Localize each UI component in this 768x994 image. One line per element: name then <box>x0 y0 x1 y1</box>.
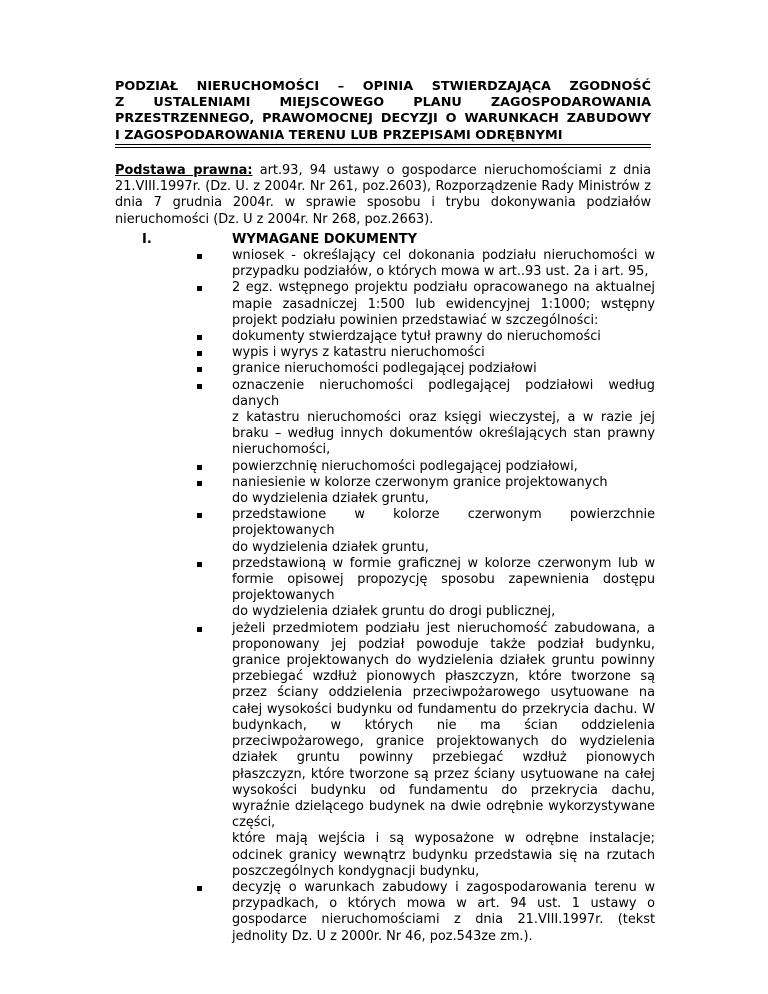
document-title <box>115 79 651 144</box>
list-item-text: 2 egz. wstępnego projektu podziału opracowanego na aktualnej mapie zasadniczej 1:500 lub ewidencyjnej 1:1000; wstępny projekt podziału powinien przedstawiać w szczególności: <box>232 280 655 328</box>
list-item <box>197 329 655 345</box>
list-item-continuation: do wydzielenia działek gruntu, <box>232 491 429 507</box>
title-double-rule <box>115 144 651 148</box>
square-bullet-icon <box>197 254 202 259</box>
square-bullet-icon <box>197 367 202 372</box>
list-item-text: naniesienie w kolorze czerwonym granice projektowanych <box>232 474 608 490</box>
square-bullet-icon <box>197 481 202 486</box>
square-bullet-icon <box>197 886 202 891</box>
list-item-text: dokumenty stwierdzające tytuł prawny do nieruchomości <box>232 329 601 345</box>
list-item-text: przedstawioną w formie graficznej w kolorze czerwonym lub w formie opisowej propozycję sposobu zapewnienia dostępu projektowanych <box>232 555 655 604</box>
square-bullet-icon <box>197 627 202 632</box>
list-item <box>197 880 655 945</box>
list-item-text: przedstawione w kolorze czerwonym powierzchnie projektowanych <box>232 507 655 539</box>
square-bullet-icon <box>197 351 202 356</box>
list-item <box>197 507 655 556</box>
list-item <box>197 248 655 280</box>
legal-basis-label: Podstawa prawna: <box>115 163 253 178</box>
list-item-continuation: do wydzielenia działek gruntu, <box>232 539 429 555</box>
list-item-continuation: z katastru nieruchomości oraz księgi wieczystej, a w razie jej braku – według innych dokumentów określających stan prawny nieruchomości, <box>232 410 655 458</box>
list-item-text: decyzję o warunkach zabudowy i zagospodarowania terenu w przypadkach, o których mowa w art. 94 ust. 1 ustawy o gospodarce nieruchomościami z dnia 21.VIII.1997r. (tekst jednolity Dz. U z 2000r. Nr 46, poz.543ze zm.). <box>232 879 655 944</box>
square-bullet-icon <box>197 562 202 567</box>
square-bullet-icon <box>197 286 202 291</box>
square-bullet-icon <box>197 465 202 470</box>
square-bullet-icon <box>197 335 202 340</box>
square-bullet-icon <box>197 513 202 518</box>
list-item <box>197 361 655 377</box>
list-item <box>197 556 655 621</box>
list-item <box>197 378 655 459</box>
title-line-1: PODZIAŁ NIERUCHOMOŚCI – OPINIA STWIERDZAJĄCA ZGODNOŚĆ <box>115 79 651 94</box>
section-number: I. <box>142 232 152 247</box>
legal-basis-text: art.93, 94 ustawy o gospodarce nieruchomościami z dnia 21.VIII.1997r. (Dz. U. z 2004r. Nr 261, poz.2603), Rozporządzenie Rady Ministrów z dnia 7 grudnia 2004r. w sprawie sposobu i trybu dokonywania podziałów nieruchomości (Dz. U z 2004r. Nr 268, poz.2663). <box>115 163 651 227</box>
section-heading: WYMAGANE DOKUMENTY <box>232 232 417 247</box>
title-line-4: I ZAGOSPODAROWANIA TERENU LUB PRZEPISAMI ODRĘBNYMI <box>115 127 563 143</box>
list-item <box>197 459 655 475</box>
list-item-continuation: które mają wejścia i są wyposażone w odrębne instalacje; odcinek granicy wewnątrz budynku przedstawia się na rzutach poszczególnych kondygnacji budynku, <box>232 831 655 879</box>
list-item-continuation: do wydzielenia działek gruntu do drogi publicznej, <box>232 604 556 620</box>
square-bullet-icon <box>197 384 202 389</box>
list-item-text: wniosek - określający cel dokonania podziału nieruchomości w przypadku podziałów, o których mowa w art..93 ust. 2a i art. 95, <box>232 248 655 280</box>
title-line-3: PRZESTRZENNEGO, PRAWOMOCNEJ DECYZJI O WARUNKACH ZABUDOWY <box>115 111 651 127</box>
list-item <box>197 280 655 329</box>
list-item-text: powierzchnię nieruchomości podlegającej podziałowi, <box>232 458 578 474</box>
list-item <box>197 621 655 880</box>
title-line-2: Z USTALENIAMI MIEJSCOWEGO PLANU ZAGOSPODAROWANIA <box>115 95 651 111</box>
list-item <box>197 475 655 507</box>
legal-basis-paragraph <box>115 163 651 228</box>
list-item <box>197 345 655 361</box>
list-item-text: wypis i wyrys z katastru nieruchomości <box>232 345 485 361</box>
list-item-text: granice nieruchomości podlegającej podziałowi <box>232 361 537 377</box>
list-item-text: oznaczenie nieruchomości podlegającej podziałowi według danych <box>232 377 655 409</box>
list-item-text: jeżeli przedmiotem podziału jest nieruchomość zabudowana, a proponowany jej podział powoduje także podział budynku, granice projektowanych do wydzielenia działek gruntu powinny przebiegać wzdłuż pionowych płaszczyzn, które tworzone są przez ściany oddzielenia przeciwpożarowego usytuowane na całej wysokości budynku od fundamentu do przekrycia dachu. W budynkach, w których nie ma ścian oddzielenia przeciwpożarowego, granice projektowanych do wydzielenia działek gruntu powinny przebiegać wzdłuż pionowych płaszczyzn, które tworzone są przez ściany usytuowane na całej wysokości budynku od fundamentu do przekrycia dachu, wyraźnie dzielącego budynek na dwie odrębnie wykorzystywane części, <box>232 620 655 831</box>
required-documents-list <box>197 248 655 945</box>
